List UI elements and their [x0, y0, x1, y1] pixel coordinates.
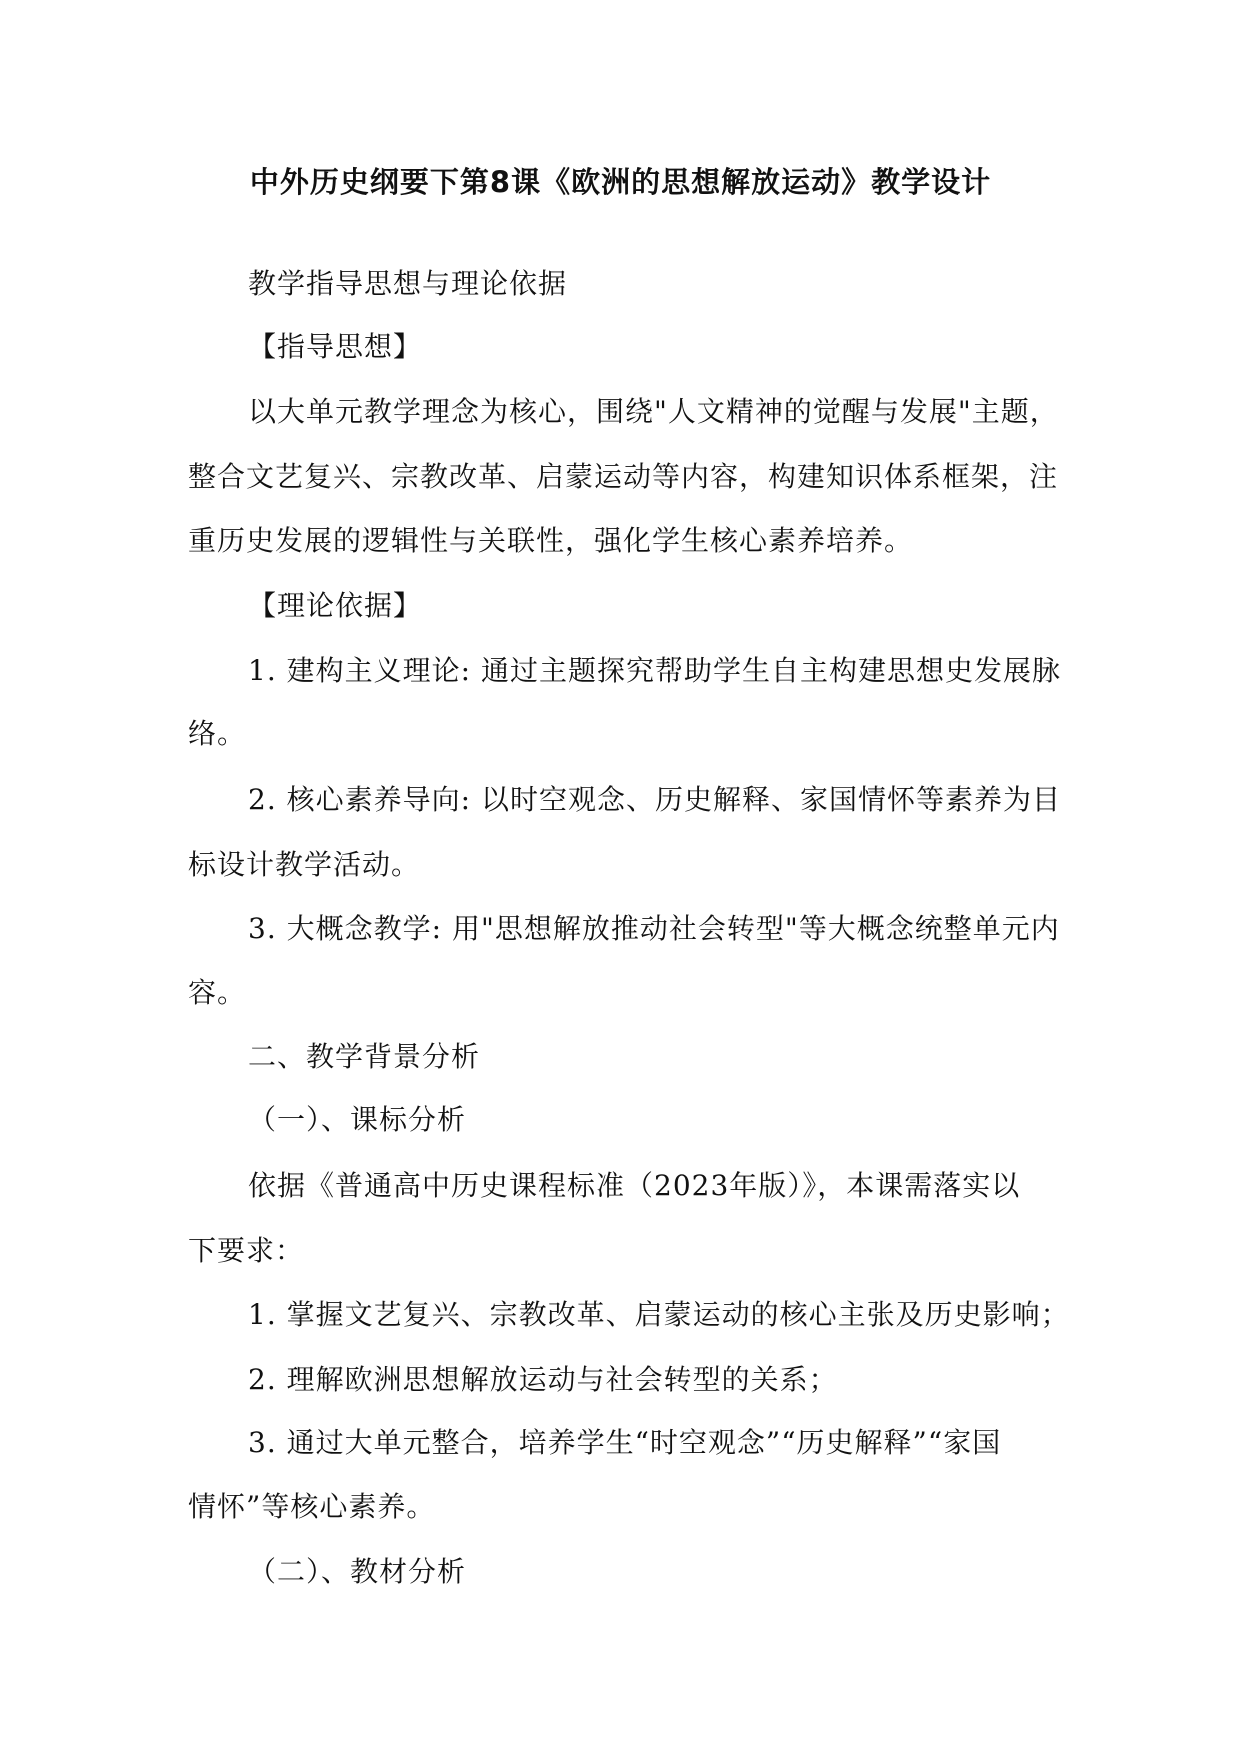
list-item: 1. 掌握文艺复兴、宗教改革、启蒙运动的核心主张及历史影响； — [248, 1298, 1070, 1331]
list-item: 2. 核心素养导向: 以时空观念、历史解释、家国情怀等素养为目 — [248, 783, 1061, 816]
section-heading: 教学指导思想与理论依据 — [248, 267, 568, 300]
paragraph-line: 以大单元教学理念为核心，围绕"人文精神的觉醒与发展"主题， — [248, 395, 1059, 428]
paragraph-line: 依据《普通高中历史课程标准（2023年版）》，本课需落实以 — [248, 1169, 1021, 1202]
section-heading: 二、教学背景分析 — [248, 1040, 481, 1073]
paragraph-line: 整合文艺复兴、宗教改革、启蒙运动等内容，构建知识体系框架，注 — [188, 460, 1059, 493]
paragraph-line: 重历史发展的逻辑性与关联性，强化学生核心素养培养。 — [188, 524, 914, 557]
subsection-heading: （一）、课标分析 — [248, 1103, 467, 1136]
paragraph-line: 络。 — [188, 717, 247, 750]
list-item: 3. 通过大单元整合，培养学生“时空观念”“历史解释”“家国 — [248, 1426, 1002, 1459]
subsection-heading: 【指导思想】 — [248, 330, 423, 363]
subsection-heading: 【理论依据】 — [248, 589, 423, 622]
document-title: 中外历史纲要下第8课《欧洲的思想解放运动》教学设计 — [249, 165, 992, 199]
paragraph-line: 情怀”等核心素养。 — [188, 1490, 436, 1523]
list-item: 3. 大概念教学: 用"思想解放推动社会转型"等大概念统整单元内 — [248, 912, 1060, 945]
paragraph-line: 容。 — [188, 976, 247, 1009]
list-item: 1. 建构主义理论: 通过主题探究帮助学生自主构建思想史发展脉 — [248, 654, 1061, 687]
subsection-heading: （二）、教材分析 — [248, 1555, 467, 1588]
paragraph-line: 下要求： — [188, 1234, 305, 1267]
paragraph-line: 标设计教学活动。 — [188, 848, 421, 881]
list-item: 2. 理解欧洲思想解放运动与社会转型的关系； — [248, 1363, 838, 1396]
